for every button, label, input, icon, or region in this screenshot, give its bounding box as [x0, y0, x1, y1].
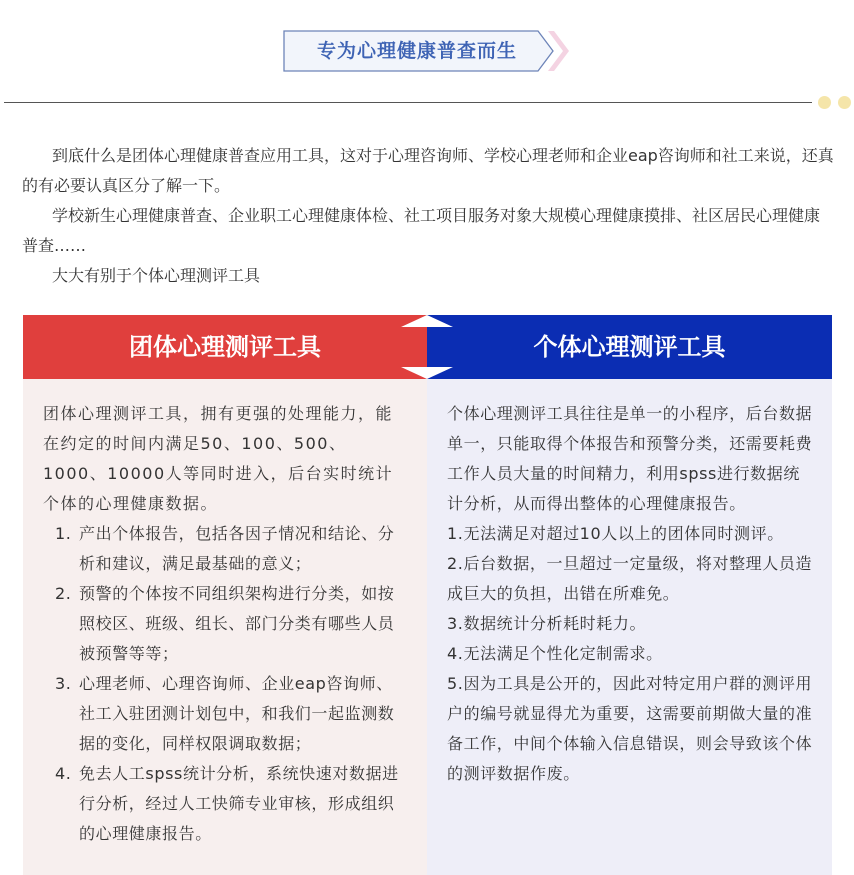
list-item: 2. 预警的个体按不同组织架构进行分类，如按照校区、班级、组长、部门分类有哪些人员被预警等等； — [55, 584, 395, 663]
individual-tool-description: 个体心理测评工具往往是单一的小程序，后台数据单一，只能取得个体报告和预警分类，还需要耗费工作人员大量的时间精力，利用spss进行数据统计分析，从而得出整体的心理健康报告。 — [447, 404, 813, 513]
intro-text — [22, 141, 834, 291]
group-tool-title: 团体心理测评工具 — [23, 315, 427, 379]
intro-paragraph: 大大有别于个体心理测评工具 — [52, 266, 261, 285]
intro-paragraph: 到底什么是团体心理健康普查应用工具，这对于心理咨询师、学校心理老师和企业eap咨询师和社工来说，还真的有必要认真区分了解一下。 — [22, 146, 834, 195]
header-divider-arrows — [397, 315, 457, 379]
group-tool-column — [23, 379, 427, 875]
intro-paragraph: 学校新生心理健康普查、企业职工心理健康体检、社工项目服务对象大规模心理健康摸排、社区居民心理健康普查…… — [22, 206, 821, 255]
individual-tool-title: 个体心理测评工具 — [427, 315, 832, 379]
group-tool-description: 团体心理测评工具，拥有更强的处理能力，能在约定的时间内满足50、100、500、1000、10000人等同时进入，后台实时统计个体的心理健康数据。 — [43, 404, 394, 513]
banner-title: 专为心理健康普查而生 — [316, 40, 517, 62]
comparison-header — [23, 315, 832, 379]
list-item: 2.后台数据，一旦超过一定量级，将对整理人员造成巨大的负担，出错在所难免。 — [447, 554, 813, 603]
list-item: 4. 免去人工spss统计分析，系统快速对数据进行分析，经过人工快筛专业审核，形成组织的心理健康报告。 — [55, 764, 399, 843]
decorative-dot — [838, 96, 851, 109]
individual-tool-column — [427, 379, 832, 875]
divider-line — [4, 102, 812, 103]
list-item: 5.因为工具是公开的，因此对特定用户群的测评用户的编号就显得尤为重要，这需要前期做大量的准备工作，中间个体输入信息错误，则会导致该个体的测评数据作废。 — [447, 674, 813, 783]
list-item: 1. 产出个体报告，包括各因子情况和结论、分析和建议，满足最基础的意义； — [55, 524, 395, 573]
list-item: 4.无法满足个性化定制需求。 — [447, 644, 663, 663]
group-tool-feature-list — [43, 519, 409, 849]
list-item: 3.数据统计分析耗时耗力。 — [447, 614, 647, 633]
list-item: 3. 心理老师、心理咨询师、企业eap咨询师、社工入驻团测计划包中，和我们一起监测数据的变化，同样权限调取数据； — [55, 674, 395, 753]
title-banner — [282, 29, 572, 73]
decorative-dot — [818, 96, 831, 109]
list-item: 1.无法满足对超过10人以上的团体同时测评。 — [447, 524, 784, 543]
